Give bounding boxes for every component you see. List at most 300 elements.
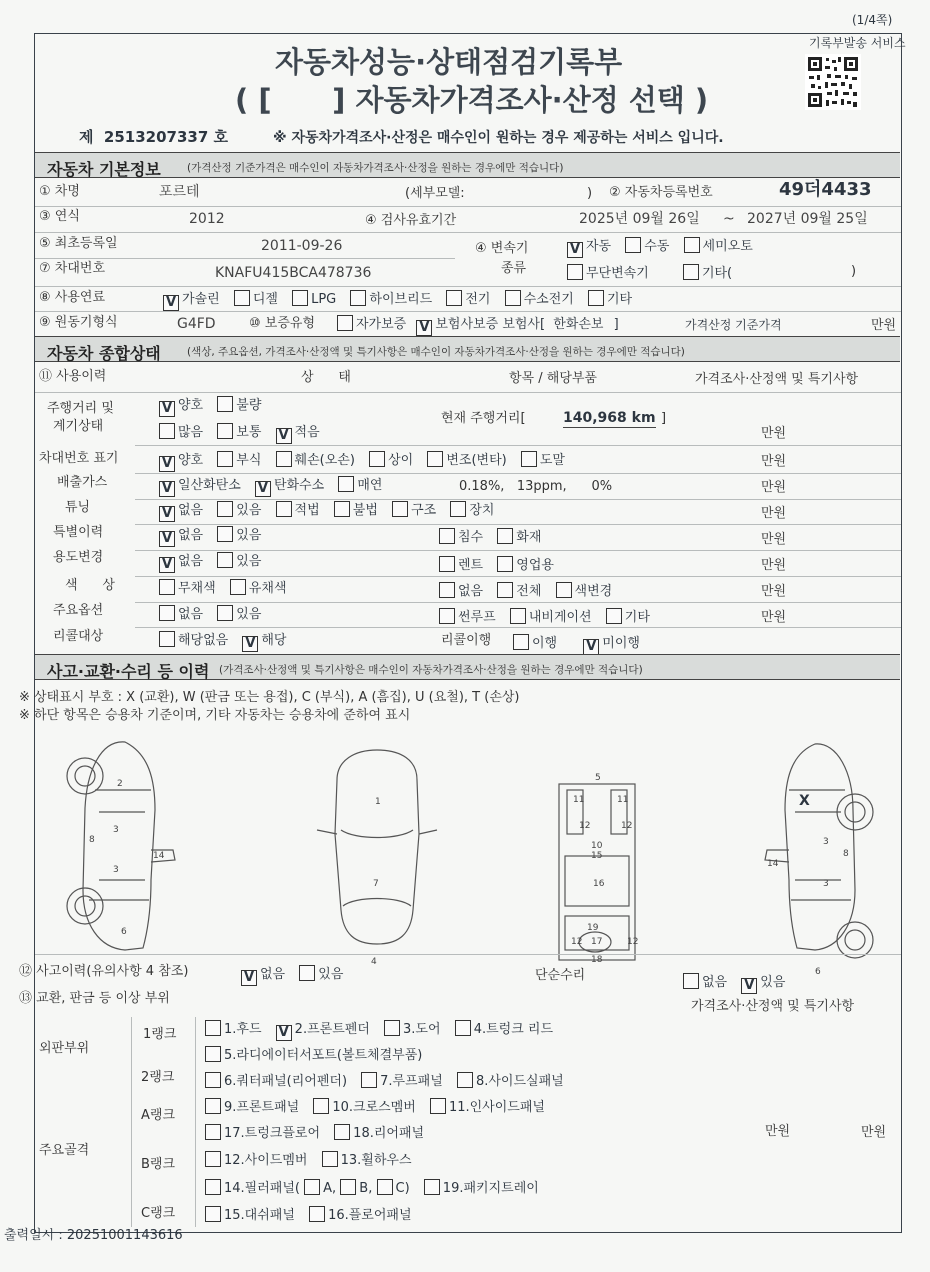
color-options [159, 577, 297, 596]
checkbox-commercial[interactable] [497, 556, 513, 572]
overall-status-header [35, 336, 900, 362]
engine-label: ⑨ 원동기형식 [39, 315, 118, 330]
checkbox-fire[interactable] [497, 528, 513, 544]
vin-mark-options [159, 449, 575, 472]
emission-label: 배출가스 [57, 475, 108, 490]
special-history-label: 특별이력 [53, 525, 104, 540]
exchange-mark: X [799, 793, 810, 809]
price-survey-option-title: ( [ ] 자동차가격조사·산정 선택 ) [235, 83, 709, 117]
checkbox-vin-corrosion[interactable] [217, 451, 233, 467]
insurer-close: ] [613, 317, 619, 332]
section-title: 사고·교환·수리 등 이력 [47, 662, 210, 681]
checkbox-vin-mismatch[interactable] [369, 451, 385, 467]
checkbox-recall-done[interactable] [513, 634, 529, 650]
svg-text:3: 3 [113, 865, 119, 875]
opt-label: 썬루프 [458, 610, 496, 625]
svg-text:18: 18 [591, 955, 603, 965]
checkbox-cvt[interactable] [567, 264, 583, 280]
checkbox-flood[interactable] [439, 528, 455, 544]
special-history-items [439, 526, 551, 545]
checkbox-diesel[interactable] [234, 290, 250, 306]
opt-label: 일산화탄소 [178, 478, 241, 493]
opt-label: 불량 [236, 398, 262, 413]
document-number: 제 2513207337 호 [79, 128, 229, 146]
opt-label: 3.도어 [403, 1022, 441, 1037]
opt-label: 있음 [760, 975, 786, 990]
checkbox-recall-applicable[interactable]: V [242, 636, 258, 652]
opt-label: 없음 [702, 975, 728, 990]
car-name-label: ① 차명 [39, 184, 80, 199]
accident-price-unit-1: 만원 [765, 1124, 791, 1139]
accident-history-options [241, 963, 353, 986]
checkbox-option-other[interactable] [606, 608, 622, 624]
svg-text:2: 2 [117, 779, 123, 789]
vin-price-unit: 만원 [761, 454, 787, 469]
checkbox-front-panel[interactable] [205, 1098, 221, 1114]
checkbox-vin-damaged[interactable] [276, 451, 292, 467]
svg-text:3: 3 [823, 879, 829, 889]
current-mileage: 140,968 km [563, 410, 656, 426]
base-price-unit: 만원 [871, 318, 897, 333]
accident-history-label: ⑫ 사고이력(유의사항 4 참조) [19, 964, 189, 979]
options-price-unit: 만원 [761, 610, 787, 625]
rank-1-items [205, 1018, 563, 1041]
checkbox-roof-panel[interactable] [361, 1072, 377, 1088]
checkbox-trunk-floor[interactable] [205, 1124, 221, 1140]
opt-label: 17.트렁크플로어 [224, 1126, 321, 1141]
checkbox-tuning-yes[interactable] [217, 501, 233, 517]
recall-done-options [513, 632, 650, 655]
checkbox-tuning-none[interactable]: V [159, 506, 175, 522]
opt-label: 무채색 [178, 581, 216, 596]
checkbox-inside-panel[interactable] [430, 1098, 446, 1114]
checkbox-navigation[interactable] [510, 608, 526, 624]
svg-text:7: 7 [373, 879, 379, 889]
rank-a-items-2 [205, 1122, 434, 1141]
accident-price-unit-2: 만원 [861, 1125, 887, 1140]
inspection-from: 2025년 09월 26일 [579, 211, 700, 227]
opt-label: 전체 [516, 584, 542, 599]
svg-text:12: 12 [621, 821, 633, 831]
checkbox-cross-member[interactable] [313, 1098, 329, 1114]
opt-label: 내비게이션 [528, 610, 592, 625]
form-title: 자동차성능·상태점검기록부 [275, 45, 623, 79]
checkbox-gasoline[interactable]: V [163, 295, 179, 311]
special-price-unit: 만원 [761, 532, 787, 547]
checkbox-special-yes[interactable] [217, 526, 233, 542]
checkbox-simple-repair-yes[interactable]: V [741, 978, 757, 994]
rank-a-items-1 [205, 1096, 555, 1115]
usage-change-items [439, 554, 564, 573]
checkbox-dash-panel[interactable] [205, 1206, 221, 1222]
rank-divider [131, 1017, 132, 1227]
color-price-unit: 만원 [761, 584, 787, 599]
opt-label: 디젤 [252, 292, 278, 307]
service-note: ※ 자동차가격조사·산정은 매수인이 원하는 경우 제공하는 서비스 입니다. [273, 130, 724, 146]
checkbox-front-fender[interactable]: V [276, 1025, 292, 1041]
tuning-price-unit: 만원 [761, 506, 787, 521]
opt-label: B, [359, 1181, 373, 1196]
recall-label: 리콜대상 [53, 629, 104, 644]
opt-label: 기타 [624, 610, 650, 625]
opt-label: 8.사이드실패널 [475, 1074, 564, 1089]
price-column-header: 가격조사·산정액 및 특기사항 [695, 372, 859, 387]
opt-label: 렌트 [458, 558, 484, 573]
recall-done-label: 리콜이행 [441, 633, 492, 648]
opt-label: 2.프론트펜더 [294, 1022, 370, 1037]
svg-text:6: 6 [815, 967, 821, 977]
fuel-label: ⑧ 사용연료 [39, 290, 106, 305]
opt-label: 해당없음 [178, 633, 229, 648]
checkbox-self-warranty[interactable] [337, 315, 353, 331]
section-note: (가격조사·산정액 및 특기사항은 매수인이 자동차가격조사·산정을 원하는 경우에만 적습니다) [219, 664, 643, 676]
checkbox-quarter-panel[interactable] [205, 1072, 221, 1088]
checkbox-pillar-b[interactable] [340, 1179, 356, 1195]
svg-text:11: 11 [617, 795, 629, 805]
emission-price-unit: 만원 [761, 480, 787, 495]
checkbox-co[interactable]: V [159, 481, 175, 497]
detail-model-label: (세부모델: [405, 186, 465, 201]
opt-label: 하이브리드 [369, 292, 433, 307]
opt-label: 유채색 [248, 581, 287, 596]
checkbox-achromatic[interactable] [159, 579, 175, 595]
opt-label: 4.트렁크 리드 [473, 1022, 554, 1037]
reg-no: 49더4433 [779, 179, 872, 200]
opt-label: 18.리어패널 [353, 1126, 425, 1141]
usage-price-unit: 만원 [761, 558, 787, 573]
inspection-tilde: ~ [723, 211, 735, 227]
opt-label: 있음 [318, 967, 344, 982]
checkbox-radiator-support[interactable] [205, 1046, 221, 1062]
record-form [19, 33, 906, 1233]
simple-repair-label: 단순수리 [535, 968, 586, 983]
checkbox-tuning-device[interactable] [450, 501, 466, 517]
svg-text:8: 8 [89, 835, 95, 845]
opt-label: 미이행 [602, 636, 640, 651]
opt-label: 수소전기 [523, 292, 574, 307]
svg-text:3: 3 [823, 837, 829, 847]
page-number: (1/4쪽) [852, 13, 893, 27]
checkbox-wheel-house[interactable] [322, 1151, 338, 1167]
svg-text:12: 12 [627, 937, 639, 947]
opt-label: 기타 [606, 292, 633, 307]
opt-label: A, [323, 1181, 337, 1196]
checkbox-mileage-many[interactable] [159, 423, 175, 439]
checkbox-pillar-c[interactable] [377, 1179, 393, 1195]
opt-label: 적법 [294, 503, 320, 518]
checkbox-manual[interactable] [625, 237, 641, 253]
checkbox-lpg[interactable] [292, 290, 308, 306]
opt-label: 6.쿼터패널(리어펜더) [224, 1074, 348, 1089]
checkbox-tuning-illegal[interactable] [334, 501, 350, 517]
model-year: 2012 [189, 211, 225, 227]
qr-service-label: 기록부발송 서비스 [809, 36, 906, 50]
opt-label: 있음 [236, 503, 262, 518]
checkbox-fuel-other[interactable] [588, 290, 604, 306]
first-reg-label: ⑤ 최초등록일 [39, 236, 118, 251]
inspection-period-label: ④ 검사유효기간 [365, 213, 457, 228]
checkbox-trunk-lid[interactable] [455, 1020, 471, 1036]
engine-type: G4FD [177, 316, 216, 332]
opt-label: 15.대쉬패널 [224, 1208, 295, 1223]
checkbox-trans-other[interactable] [683, 264, 699, 280]
opt-label: 훼손(오손) [294, 453, 355, 468]
meter-state-label: 계기상태 [53, 419, 104, 434]
checkbox-sunroof[interactable] [439, 608, 455, 624]
checkbox-options-yes[interactable] [217, 605, 233, 621]
opt-label: 색변경 [574, 584, 613, 599]
opt-label: 세미오토 [702, 239, 753, 254]
opt-label: 없음 [178, 528, 204, 543]
main-options-label: 주요옵션 [53, 603, 104, 618]
usage-change-label: 용도변경 [53, 550, 104, 565]
checkbox-semi-auto[interactable] [684, 237, 700, 253]
state-column-header: 상 태 [301, 370, 351, 385]
svg-text:10: 10 [591, 841, 603, 851]
checkbox-accident-yes[interactable] [299, 965, 315, 981]
opt-label: 도말 [539, 453, 565, 468]
opt-label: 구조 [411, 503, 437, 518]
opt-label: 1.후드 [224, 1022, 262, 1037]
mileage-label: 주행거리 및 [47, 401, 114, 416]
warranty-options [337, 313, 619, 336]
opt-label: 없음 [178, 607, 204, 622]
checkbox-mileage-few[interactable]: V [276, 428, 292, 444]
rank-divider [195, 1017, 196, 1227]
price-notes-header: 가격조사·산정액 및 특기사항 [691, 999, 855, 1014]
opt-label: 9.프론트패널 [224, 1100, 300, 1115]
checkbox-hood[interactable] [205, 1020, 221, 1036]
checkbox-pillar-panel[interactable] [205, 1179, 221, 1195]
checkbox-usage-yes[interactable] [217, 552, 233, 568]
svg-text:16: 16 [593, 879, 605, 889]
main-frame-label: 주요골격 [39, 1143, 90, 1158]
insurer: 한화손보 [553, 317, 604, 332]
accident-repair-header [35, 654, 900, 680]
opt-label: 영업용 [516, 558, 554, 573]
opt-label: 부식 [236, 453, 262, 468]
opt-label: 장치 [469, 503, 495, 518]
mileage-price-unit: 만원 [761, 426, 787, 441]
svg-text:14: 14 [153, 851, 165, 861]
svg-text:15: 15 [591, 851, 603, 861]
opt-label: 보통 [236, 425, 262, 440]
checkbox-color-change[interactable] [556, 582, 572, 598]
car-right-side-view [765, 744, 873, 977]
checkbox-electric[interactable] [446, 290, 462, 306]
checkbox-meter-good[interactable]: V [159, 401, 175, 417]
checkbox-side-sill[interactable] [457, 1072, 473, 1088]
opt-label: 없음 [260, 967, 286, 982]
checkbox-color-full[interactable] [497, 582, 513, 598]
current-mileage-close: ] [661, 411, 667, 426]
opt-label: 12.사이드멤버 [224, 1153, 308, 1168]
opt-label: 자가보증 [356, 317, 407, 332]
checkbox-vin-painted[interactable] [521, 451, 537, 467]
transmission-label-2: 종류 [501, 261, 527, 276]
first-reg-date: 2011-09-26 [261, 238, 343, 254]
car-under-view [559, 773, 638, 965]
transmission-options [567, 235, 763, 258]
symbol-legend: ※ 상태표시 부호 : X (교환), W (판금 또는 용접), C (부식), A (흠집), U (요철), T (손상) [19, 690, 520, 705]
opt-label: 없음 [178, 503, 204, 518]
transmission-label: ④ 변속기 [475, 241, 529, 256]
car-top-view [317, 750, 437, 967]
reg-no-label: ② 자동차등록번호 [609, 185, 713, 200]
car-name: 포르테 [159, 184, 200, 200]
recall-options [159, 629, 297, 652]
opt-label: 14.필러패널( [224, 1181, 300, 1196]
checkbox-package-tray[interactable] [424, 1179, 440, 1195]
opt-label: 자동 [586, 239, 612, 254]
opt-label: 없음 [178, 554, 204, 569]
checkbox-special-none[interactable]: V [159, 531, 175, 547]
opt-label: 19.패키지트레이 [442, 1181, 539, 1196]
svg-text:6: 6 [121, 927, 127, 937]
rank-c-items [205, 1204, 422, 1223]
svg-text:5: 5 [595, 773, 601, 783]
checkbox-insurance-warranty[interactable]: V [416, 320, 432, 336]
usage-history-label: ⑪ 사용이력 [39, 369, 107, 384]
emission-options [159, 474, 392, 497]
checkbox-simple-repair-none[interactable] [683, 973, 699, 989]
outer-panel-label: 외판부위 [39, 1041, 90, 1056]
checkbox-pillar-a[interactable] [304, 1179, 320, 1195]
rank-b-label: B랭크 [141, 1157, 176, 1172]
opt-label: 가솔린 [182, 292, 220, 307]
checkbox-rent[interactable] [439, 556, 455, 572]
opt-label: 양호 [178, 398, 204, 413]
tuning-label: 튜닝 [65, 500, 91, 515]
opt-label: 7.루프패널 [380, 1074, 443, 1089]
opt-label: 상이 [388, 453, 414, 468]
vin: KNAFU415BCA478736 [215, 265, 372, 281]
svg-text:12: 12 [579, 821, 591, 831]
checkbox-options-none[interactable] [159, 605, 175, 621]
vin-label: ⑦ 차대번호 [39, 261, 106, 276]
svg-text:4: 4 [371, 957, 377, 967]
opt-label: 무단변속기 [586, 266, 649, 281]
checkbox-hybrid[interactable] [350, 290, 366, 306]
opt-label: 많음 [178, 425, 204, 440]
car-left-side-view [67, 742, 175, 950]
mileage-level-options [159, 421, 330, 444]
checkbox-hc[interactable]: V [255, 481, 271, 497]
rank-2-items [205, 1070, 574, 1089]
rank-b-items-2 [205, 1177, 549, 1196]
checkbox-vin-good[interactable]: V [159, 456, 175, 472]
section-note: (가격산정 기준가격은 매수인이 자동차가격조사·산정을 원하는 경우에만 적습니다) [187, 162, 564, 174]
insurer-label: 보험사[ [502, 317, 546, 332]
svg-text:3: 3 [113, 825, 119, 835]
checkbox-tuning-legal[interactable] [276, 501, 292, 517]
opt-label: 있음 [236, 554, 262, 569]
checkbox-recall-not-done[interactable]: V [583, 639, 599, 655]
rank-c-label: C랭크 [141, 1206, 176, 1221]
rank-1-item-5 [205, 1044, 432, 1063]
checkbox-vin-altered[interactable] [427, 451, 443, 467]
svg-text:12: 12 [571, 937, 583, 947]
checkbox-smoke[interactable] [338, 476, 354, 492]
emission-values: 0.18%, 13ppm, 0% [459, 479, 613, 494]
abnormal-parts-label: ⑬ 교환, 판금 등 이상 부위 [19, 991, 170, 1006]
opt-label: 16.플로어패널 [328, 1208, 412, 1223]
svg-text:8: 8 [843, 849, 849, 859]
meter-state-options [159, 394, 271, 417]
checkbox-hydrogen[interactable] [505, 290, 521, 306]
opt-label: C) [395, 1181, 410, 1196]
basic-info-header [35, 152, 900, 178]
usage-change-options [159, 550, 271, 573]
opt-label: 이행 [532, 636, 558, 651]
checkbox-side-member[interactable] [205, 1151, 221, 1167]
opt-label: 침수 [458, 530, 484, 545]
opt-label: 있음 [236, 528, 262, 543]
simple-repair-options [683, 971, 795, 994]
trans-other-close: ) [851, 264, 857, 279]
checkbox-usage-none[interactable]: V [159, 557, 175, 573]
passenger-car-note: ※ 하단 항목은 승용차 기준이며, 기타 자동차는 승용차에 준하여 표시 [19, 708, 411, 723]
rank-b-items-1 [205, 1149, 422, 1168]
opt-label: 보험사보증 [435, 317, 499, 332]
transmission-options-2 [567, 262, 742, 281]
checkbox-rear-panel[interactable] [334, 1124, 350, 1140]
checkbox-auto[interactable]: V [567, 242, 583, 258]
color-label: 색 상 [65, 578, 115, 593]
opt-label: 기타( [701, 266, 733, 281]
rank-2-label: 2랭크 [141, 1070, 175, 1085]
svg-text:1: 1 [375, 797, 381, 807]
opt-label: 5.라디에이터서포트(볼트체결부품) [224, 1048, 423, 1063]
checkbox-recall-none[interactable] [159, 631, 175, 647]
rank-1-label: 1랭크 [143, 1027, 177, 1042]
section-note: (색상, 주요옵션, 가격조사·산정액 및 특기사항은 매수인이 자동차가격조사·산정을 원하는 경우에만 적습니다) [187, 346, 685, 358]
checkbox-accident-none[interactable]: V [241, 970, 257, 986]
opt-label: 화재 [516, 530, 542, 545]
svg-text:14: 14 [767, 859, 779, 869]
opt-label: 13.휠하우스 [340, 1153, 412, 1168]
special-history-options [159, 524, 271, 547]
vin-mark-label: 차대번호 표기 [39, 451, 119, 466]
qr-code[interactable] [805, 54, 861, 110]
main-options-options [159, 603, 271, 622]
checkbox-mileage-normal[interactable] [217, 423, 233, 439]
opt-label: 10.크로스멤버 [332, 1100, 416, 1115]
detail-model-close: ) [587, 186, 593, 201]
checkbox-color-none[interactable] [439, 582, 455, 598]
checkbox-door[interactable] [384, 1020, 400, 1036]
opt-label: LPG [311, 292, 337, 307]
opt-label: 11.인사이드패널 [448, 1100, 545, 1115]
fuel-options [163, 288, 642, 311]
inspection-to: 2027년 09월 25일 [747, 211, 868, 227]
opt-label: 매연 [357, 478, 383, 493]
checkbox-tuning-structure[interactable] [392, 501, 408, 517]
current-mileage-label: 현재 주행거리[ [441, 411, 526, 426]
section-title: 자동차 기본정보 [47, 160, 161, 179]
item-column-header: 항목 / 해당부품 [509, 371, 597, 386]
checkbox-floor-panel[interactable] [309, 1206, 325, 1222]
opt-label: 해당 [261, 633, 287, 648]
opt-label: 수동 [644, 239, 670, 254]
svg-text:11: 11 [573, 795, 585, 805]
opt-label: 적음 [294, 425, 320, 440]
section-title: 자동차 종합상태 [47, 344, 161, 363]
checkbox-chromatic[interactable] [230, 579, 246, 595]
checkbox-meter-bad[interactable] [217, 396, 233, 412]
warranty-label: ⑩ 보증유형 [249, 316, 316, 331]
rank-a-label: A랭크 [141, 1108, 176, 1123]
